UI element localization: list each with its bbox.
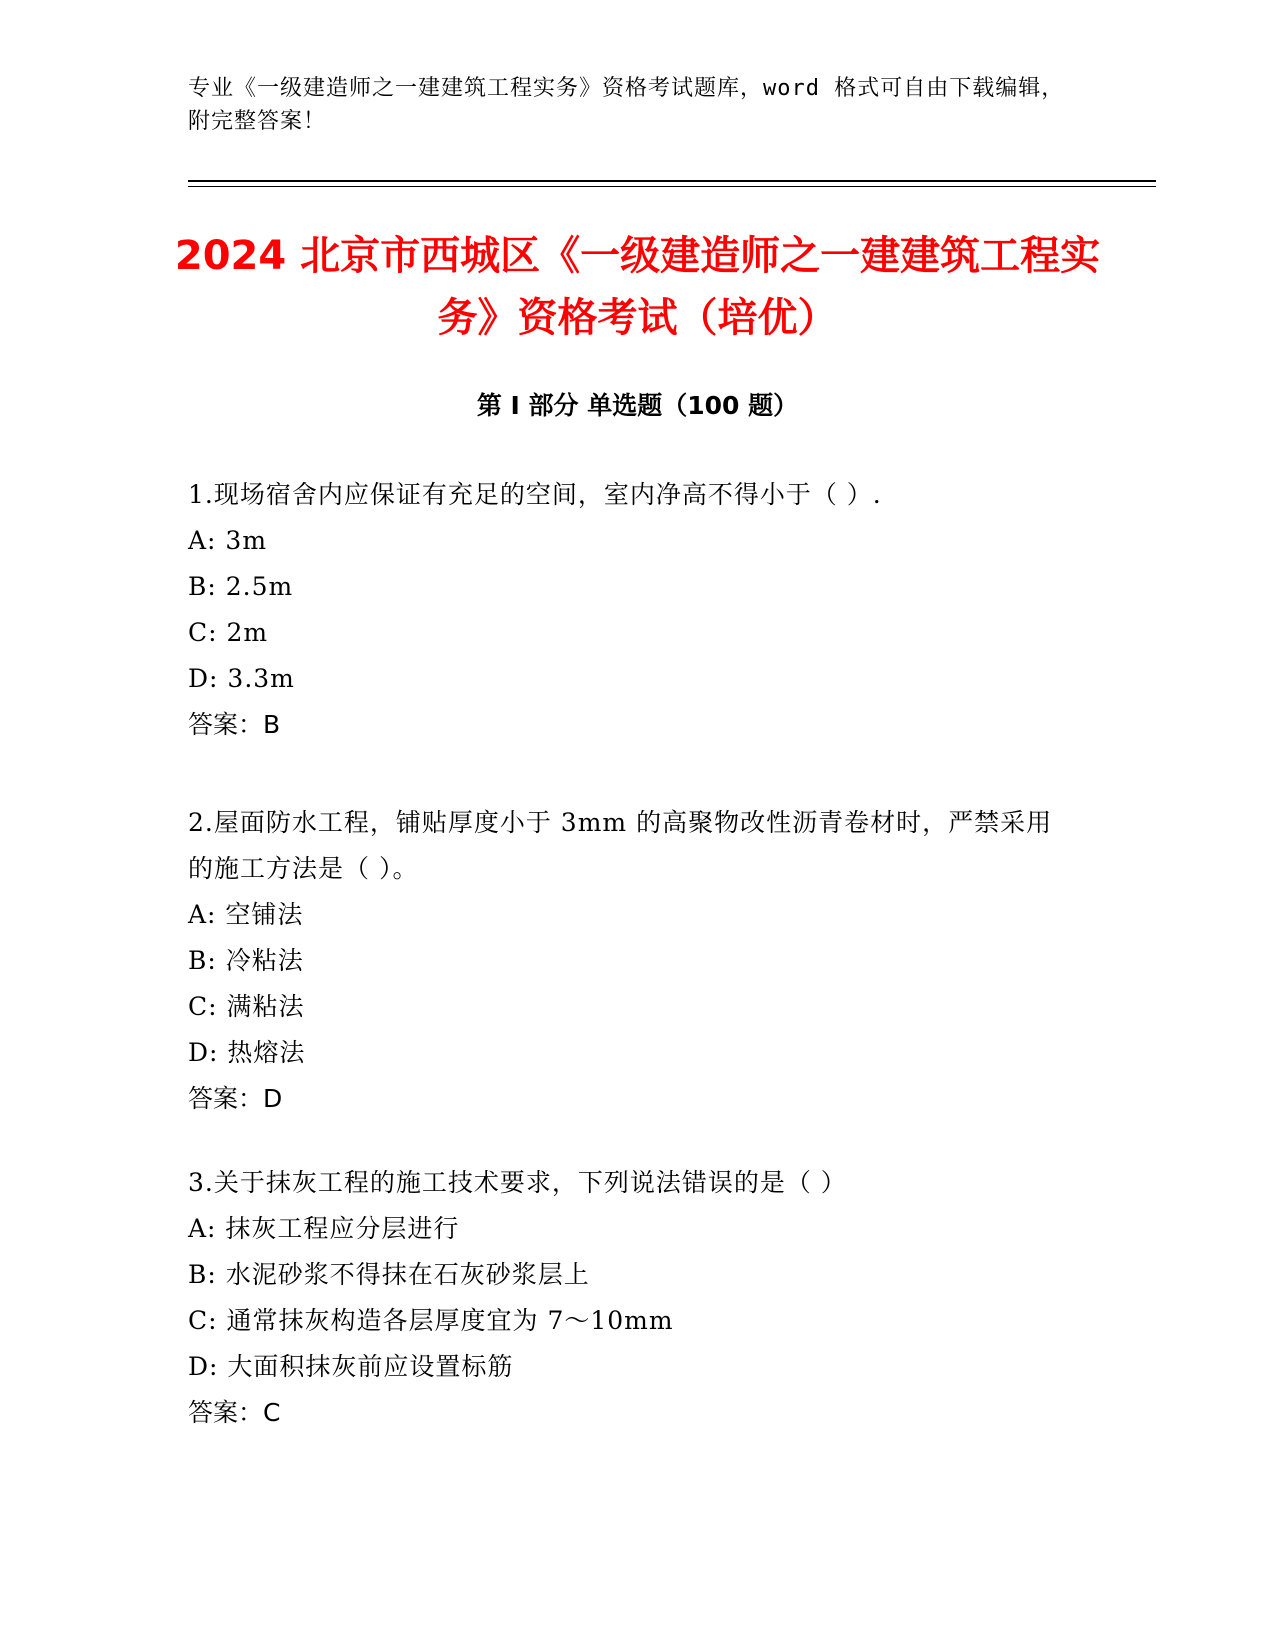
question-3 <box>188 1160 1078 1436</box>
document-title: 2024 北京市西城区《一级建造师之一建建筑工程实务》资格考试（培优） <box>174 233 1101 341</box>
option-b: B: 冷粘法 <box>188 946 304 975</box>
header-note: 专业《一级建造师之一建建筑工程实务》资格考试题库，word 格式可自由下载编辑，附完整答案！ <box>188 76 1065 134</box>
option-c: C: 通常抹灰构造各层厚度宜为 7～10mm <box>188 1306 674 1335</box>
option-d: D: 大面积抹灰前应设置标筋 <box>188 1352 514 1381</box>
answer: 答案：B <box>188 710 281 739</box>
header-divider-thin <box>188 186 1156 187</box>
option-d: D: 热熔法 <box>188 1038 306 1067</box>
option-c: C: 2m <box>188 618 269 647</box>
option-b: B: 2.5m <box>188 572 294 601</box>
answer: 答案：C <box>188 1398 281 1427</box>
option-a: A: 抹灰工程应分层进行 <box>188 1214 460 1243</box>
option-c: C: 满粘法 <box>188 992 305 1021</box>
option-a: A: 空铺法 <box>188 900 304 929</box>
question-1 <box>188 472 1078 748</box>
question-2 <box>188 800 1078 1122</box>
answer: 答案：D <box>188 1084 283 1113</box>
question-stem: 2.屋面防水工程，铺贴厚度小于 3mm 的高聚物改性沥青卷材时，严禁采用的施工方法是（ ）。 <box>188 808 1053 883</box>
header-divider-thick <box>188 180 1156 182</box>
section-title: 第 I 部分 单选题（100 题） <box>476 391 799 420</box>
question-stem: 1.现场宿舍内应保证有充足的空间，室内净高不得小于（ ）. <box>188 480 882 509</box>
option-b: B: 水泥砂浆不得抹在石灰砂浆层上 <box>188 1260 590 1289</box>
option-d: D: 3.3m <box>188 664 295 693</box>
option-a: A: 3m <box>188 526 268 555</box>
question-stem: 3.关于抹灰工程的施工技术要求，下列说法错误的是（ ） <box>188 1168 847 1197</box>
